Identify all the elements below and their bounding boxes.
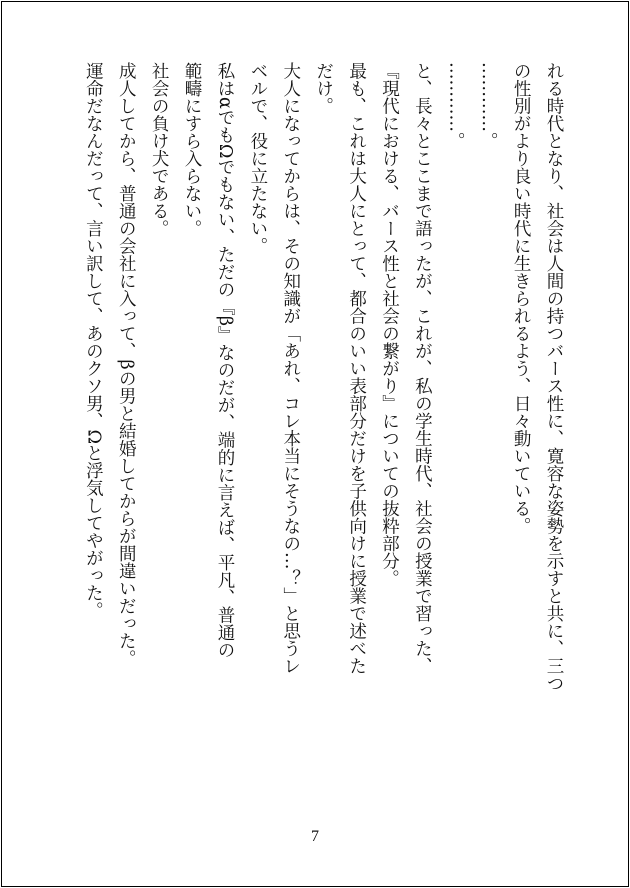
text-line: …………。 bbox=[445, 62, 466, 150]
text-line: 範疇にすら入らない。 bbox=[182, 62, 203, 237]
text-line: 最も、これは大人にとって、都合のいい表部分だけを子供向けに授業で述べた bbox=[346, 62, 367, 675]
document-page bbox=[1, 1, 629, 887]
text-line: 『現代における、バース性と社会の繋がり』についての抜粋部分。 bbox=[379, 62, 400, 587]
page-number: 7 bbox=[311, 828, 319, 845]
text-line: の性別がより良い時代に生きられるよう、日々動いている。 bbox=[511, 62, 532, 535]
text-line: 私はαでもΩでもない、ただの『β』なのだが、端的に言えば、平凡、普通の bbox=[214, 62, 235, 659]
vertical-text-body bbox=[76, 62, 570, 762]
text-line: ベルで、役に立たない。 bbox=[247, 62, 268, 255]
text-line: だけ。 bbox=[313, 62, 334, 115]
text-line: 成人してから、普通の会社に入って、βの男と結婚してからが間違いだった。 bbox=[116, 62, 137, 668]
text-line: と、長々とここまで語ったが、これが、私の学生時代、社会の授業で習った、 bbox=[412, 62, 433, 675]
text-line: …………。 bbox=[478, 62, 499, 150]
text-line: 大人になってからは、その知識が「あれ、コレ本当にそうなの…？」と思うレ bbox=[280, 62, 301, 675]
text-line: 運命だなんだって、言い訳して、あのクソ男、Ωと浮気してやがった。 bbox=[83, 62, 104, 620]
text-line: 社会の負け犬である。 bbox=[149, 62, 170, 237]
text-line: れる時代となり、社会は人間の持つバース性に、寛容な姿勢を示すと共に、三つ bbox=[544, 62, 564, 692]
